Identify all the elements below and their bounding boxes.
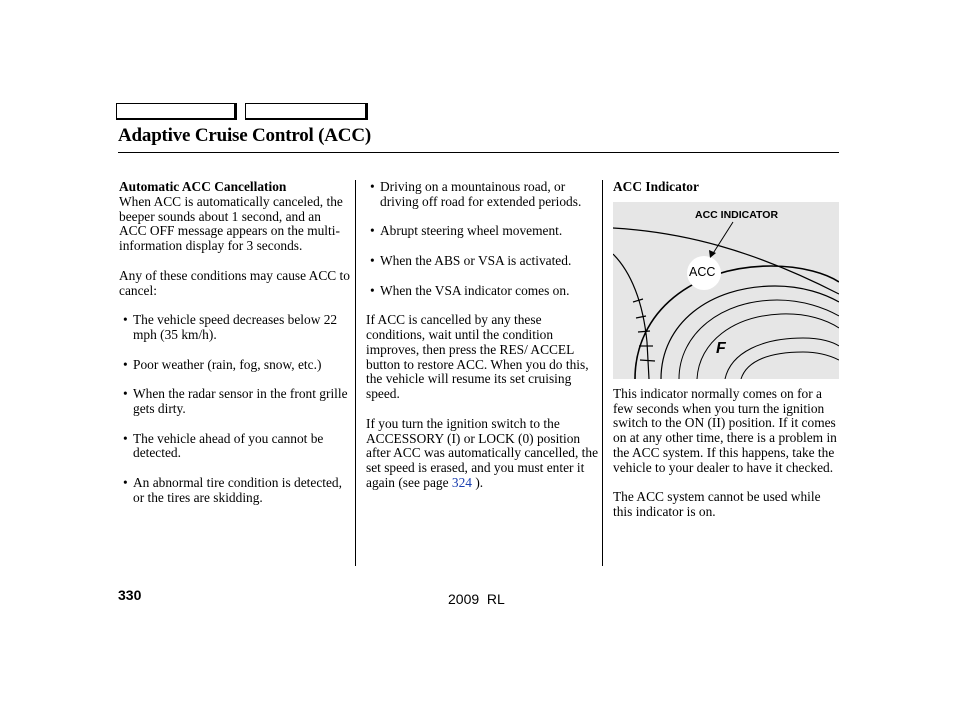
ignition-text-end: ).: [471, 474, 484, 490]
restore-acc-paragraph: If ACC is cancelled by any these conditions, wait until the condition improves, then press the RES/ ACCEL button to restore ACC. When you do this, the vehicle will resume its set cruising speed.: [366, 312, 589, 402]
acc-indicator-figure: [613, 202, 839, 379]
cancellation-heading: Automatic ACC Cancellation: [119, 179, 287, 194]
page-number: 330: [118, 587, 142, 603]
list-item: • Poor weather (rain, fog, snow, etc.): [119, 358, 351, 373]
title-rule: [118, 152, 839, 153]
ignition-paragraph: [366, 417, 598, 491]
nav-tab-previous[interactable]: [116, 103, 237, 120]
cancel-conditions-list-continued: [366, 180, 598, 298]
figure-callout-label: ACC INDICATOR: [695, 208, 779, 221]
gauge-cluster-illustration: [613, 202, 839, 379]
cancellation-intro: When ACC is automatically canceled, the beeper sounds about 1 second, and an ACC OFF message appears on the multi-information display for 3 seconds.: [119, 193, 343, 254]
conditions-intro: Any of these conditions may cause ACC to cancel:: [119, 267, 350, 298]
list-item: • When the radar sensor in the front grille gets dirty.: [119, 387, 351, 417]
list-item: • Driving on a mountainous road, or driving off road for extended periods.: [366, 180, 598, 210]
column-divider-2: [602, 180, 603, 566]
acc-indicator-lamp: ACC: [689, 264, 716, 279]
column-divider-1: [355, 180, 356, 566]
list-item: • Abrupt steering wheel movement.: [366, 224, 598, 239]
list-item: • The vehicle ahead of you cannot be detected.: [119, 432, 351, 462]
page-324-link[interactable]: 324: [451, 474, 472, 490]
column-1: [119, 180, 351, 520]
cancellation-section: [119, 180, 351, 254]
cancel-conditions-list: [119, 313, 351, 505]
list-item: • An abnormal tire condition is detected, or the tires are skidding.: [119, 476, 351, 506]
list-item: • The vehicle speed decreases below 22 mph (35 km/h).: [119, 313, 351, 343]
column-3: [613, 180, 841, 535]
indicator-warning: The ACC system cannot be used while this indicator is on.: [613, 489, 821, 520]
nav-tab-next[interactable]: [245, 103, 368, 120]
list-item: • When the VSA indicator comes on.: [366, 284, 598, 299]
indicator-description: This indicator normally comes on for a few seconds when you turn the ignition switch to the ON (II) position. If it comes on at any other time, there is a problem in the ACC system. If this happens, take the vehicle to your dealer to have it checked.: [613, 385, 837, 475]
ignition-text: If you turn the ignition switch to the ACCESSORY (I) or LOCK (0) position after ACC was automatically cancelled, the set speed is erased, and you must enter it again (see page: [366, 415, 599, 490]
page-title: Adaptive Cruise Control (ACC): [118, 125, 371, 146]
column-2: [366, 180, 598, 506]
footer-model: 2009 RL: [448, 591, 505, 607]
fuel-full-mark: F: [716, 339, 726, 357]
acc-indicator-heading: ACC Indicator: [613, 179, 699, 194]
list-item: • When the ABS or VSA is activated.: [366, 254, 598, 269]
